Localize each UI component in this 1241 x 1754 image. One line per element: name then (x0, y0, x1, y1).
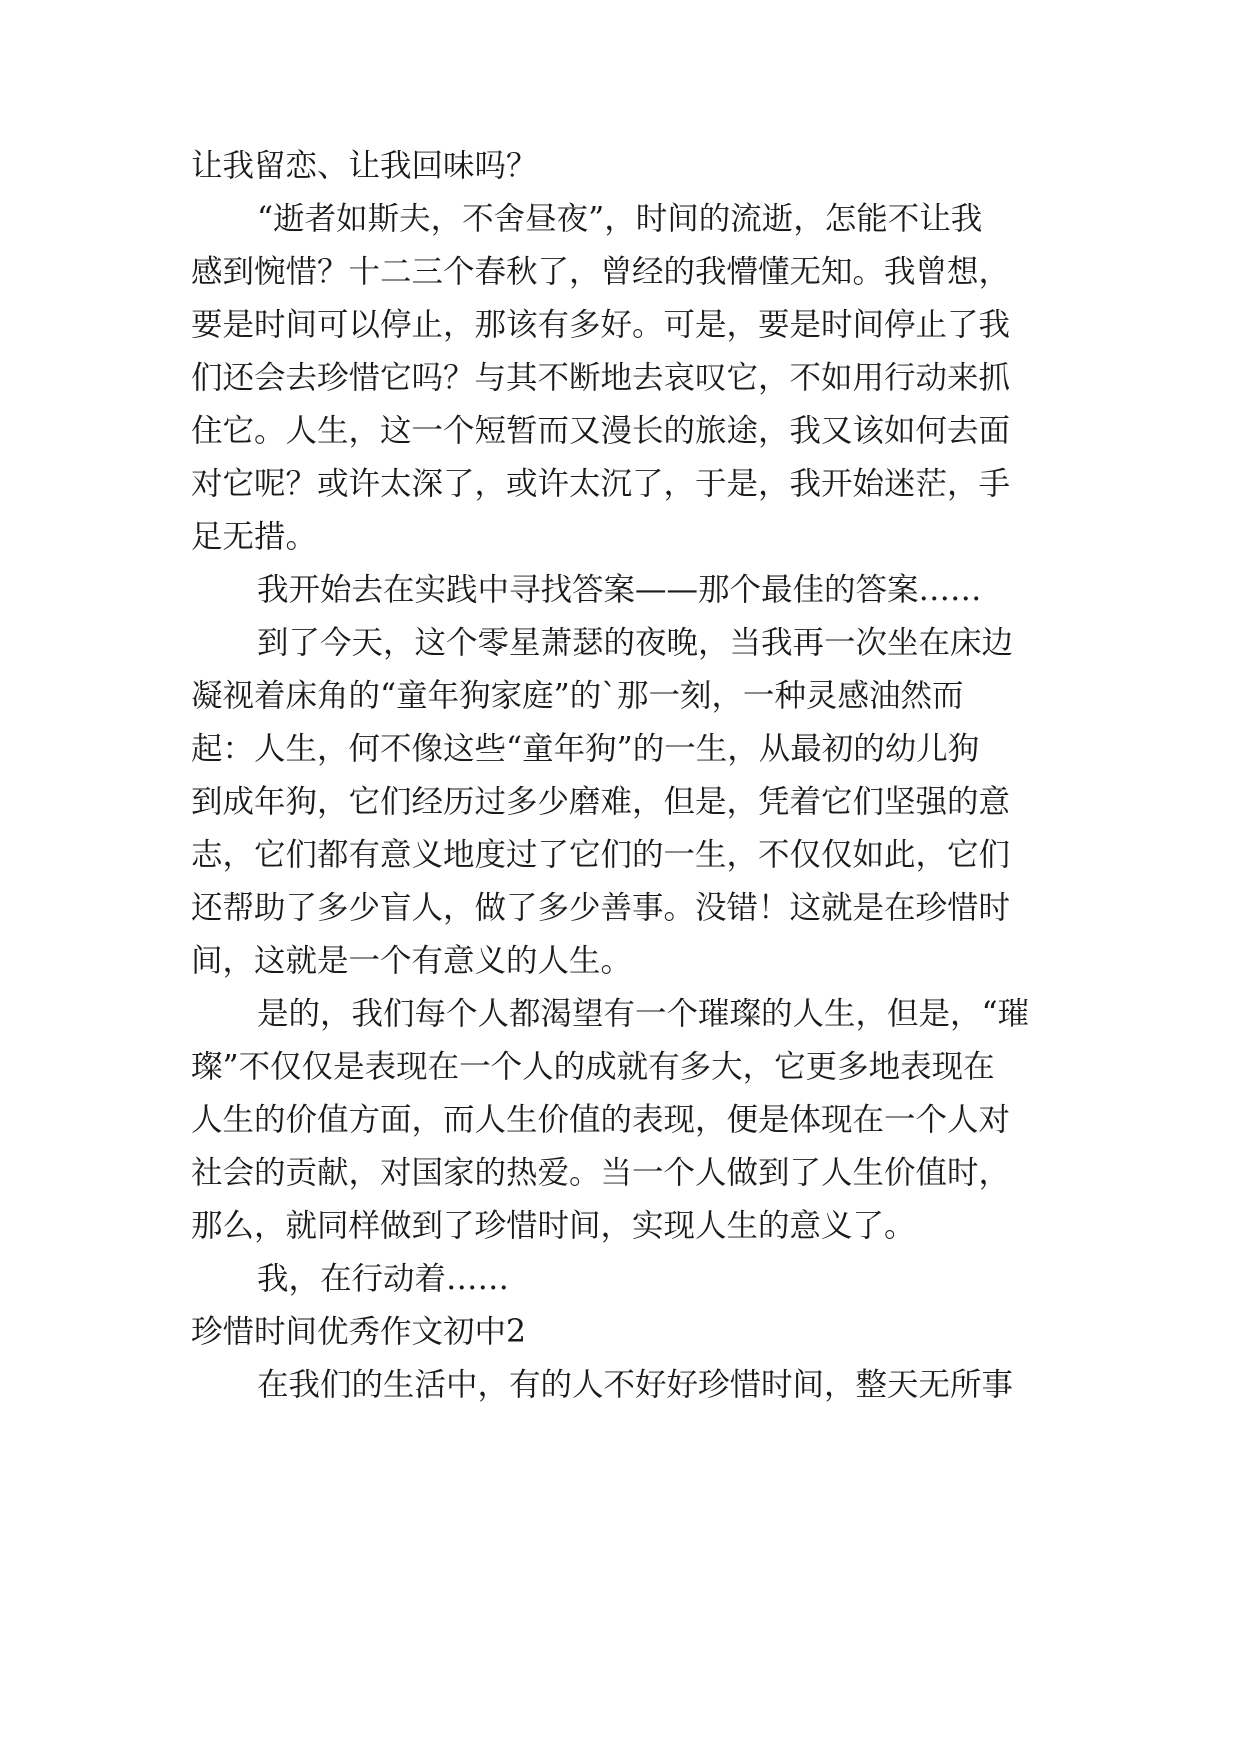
text-line: 对它呢？或许太深了，或许太沉了，于是，我开始迷茫，手 (191, 466, 1011, 502)
section-heading: 珍惜时间优秀作文初中2 (191, 1314, 527, 1350)
text-line: 感到惋惜？十二三个春秋了，曾经的我懵懂无知。我曾想， (191, 254, 1011, 290)
text-line: 让我留恋、让我回味吗？ (191, 148, 538, 184)
paragraph-start: “逝者如斯夫，不舍昼夜”，时间的流逝，怎能不让我 (257, 201, 983, 237)
paragraph-start: 我，在行动着…… (257, 1261, 510, 1297)
paragraph-start: 是的，我们每个人都渴望有一个璀璨的人生，但是，“璀 (257, 996, 1030, 1032)
text-line: 足无措。 (191, 519, 318, 555)
text-line: 住它。人生，这一个短暂而又漫长的旅途，我又该如何去面 (191, 413, 1011, 449)
paragraph-start: 在我们的生活中，有的人不好好珍惜时间，整天无所事 (257, 1367, 1014, 1403)
text-line: 间，这就是一个有意义的人生。 (191, 943, 633, 979)
text-line: 还帮助了多少盲人，做了多少善事。没错！这就是在珍惜时 (191, 890, 1011, 926)
text-line: 志，它们都有意义地度过了它们的一生，不仅仅如此，它们 (191, 837, 1011, 873)
text-line: 到成年狗，它们经历过多少磨难，但是，凭着它们坚强的意 (191, 784, 1011, 820)
text-line: 那么，就同样做到了珍惜时间，实现人生的意义了。 (191, 1208, 916, 1244)
text-line: 起：人生，何不像这些“童年狗”的一生，从最初的幼儿狗 (191, 731, 980, 767)
paragraph-start: 我开始去在实践中寻找答案——那个最佳的答案…… (257, 572, 982, 608)
text-line: 人生的价值方面，而人生价值的表现，便是体现在一个人对 (191, 1102, 1011, 1138)
paragraph-start: 到了今天，这个零星萧瑟的夜晚，当我再一次坐在床边 (257, 625, 1014, 661)
text-line: 璨”不仅仅是表现在一个人的成就有多大，它更多地表现在 (191, 1049, 995, 1085)
text-line: 要是时间可以停止，那该有多好。可是，要是时间停止了我 (191, 307, 1011, 343)
text-line: 们还会去珍惜它吗？与其不断地去哀叹它，不如用行动来抓 (191, 360, 1011, 396)
text-line: 社会的贡献，对国家的热爱。当一个人做到了人生价值时， (191, 1155, 1011, 1191)
text-line: 凝视着床角的“童年狗家庭”的`那一刻，一种灵感油然而 (191, 678, 964, 714)
